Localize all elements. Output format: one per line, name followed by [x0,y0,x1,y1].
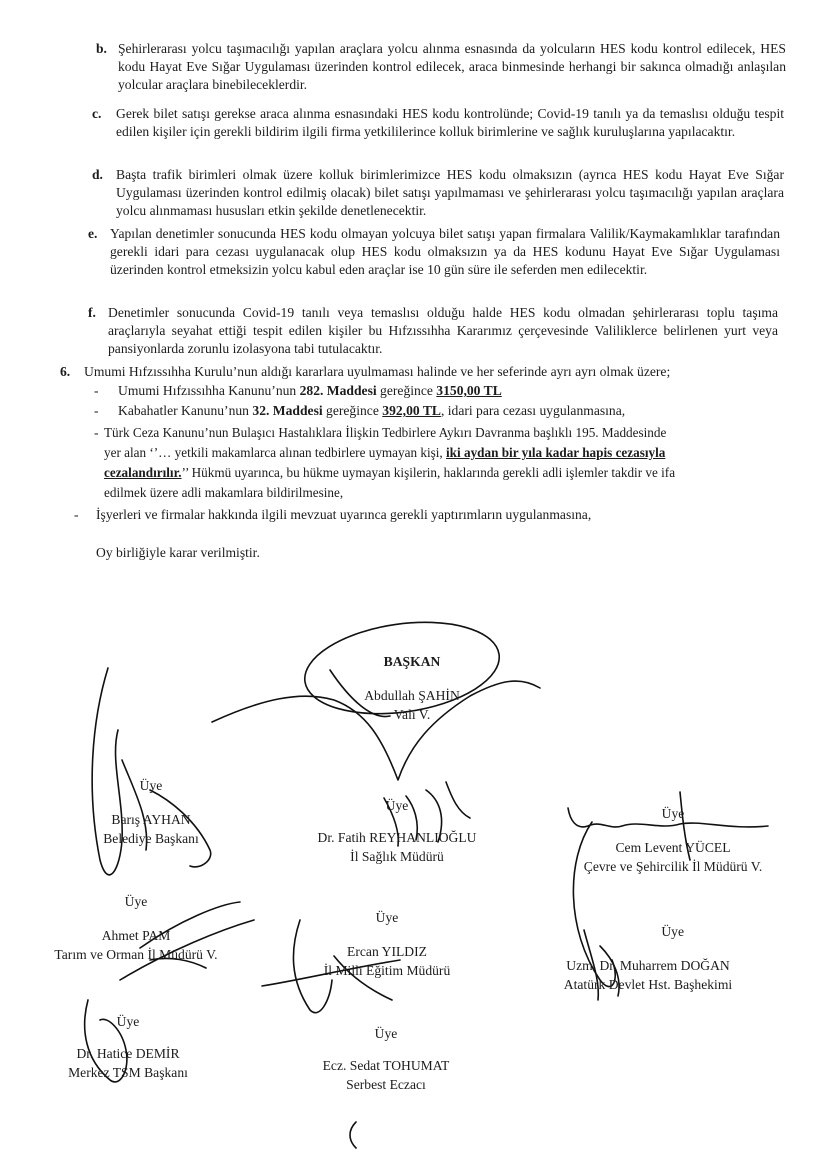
member-name: Dr. Hatice DEMİR [76,1045,180,1061]
tck-line-2: yer alan ‘’… yetkili makamlarca alınan tedbirlere uymayan kişi, iki aydan bir yıla kadar hapis cezasıyla [104,445,666,460]
item-e-text: Yapılan denetimler sonucunda HES kodu olmayan yolcuya bilet satışı yapan firmalara Valilik/Kaymakamlıklar tarafından gerekli idari para cezası uygulanacak olup HES kodu olmaksızın ya da HES kodunu Hayat Eve Sığar Uygulaması üzerinden kontrol etmeksizin yolcu kabul eden araçlar ise 10 gün süre ile seferden men edilecektir. [110,226,780,277]
member-label: Üye [385,798,409,813]
item-d-text: Başta trafik birimleri olmak üzere kolluk birimlerimizce HES kodu olmaksızın (ayrıca HES kodu Hayat Eve Sığar Uygulaması üzerinden kontrol edilmiş olacak) bilet satışı yapılmaması ve şehirlerarası yolcu taşımacılığı yapılan araçlara yolcu alınmaması hususları etkin şekilde denetlenecektir. [116,167,784,218]
signatory-baskan [312,652,512,725]
member-label: Üye [375,910,399,925]
member-name: Cem Levent YÜCEL [615,839,731,855]
bullet-dash: - [74,507,79,522]
item-label-d: d. [92,167,103,182]
member-name: Ecz. Sedat TOHUMAT [322,1057,450,1073]
baskan-title: BAŞKAN [383,654,441,669]
member-role: Çevre ve Şehircilik İl Müdürü V. [583,859,763,875]
signatory-sedat [296,1024,476,1095]
item-label-c: c. [92,106,102,121]
sanction-282: Umumi Hıfzıssıhha Kanunu’nun 282. Maddesi gereğince 3150,00 TL [118,383,502,398]
member-name: Ahmet PAM [101,927,171,943]
item-c-text: Gerek bilet satışı gerekse araca alınma esnasındaki HES kodu kontrolünde; Covid-19 tanılı ya da temaslısı olduğu tespit edilen kişiler için gerekli bildirim ilgili firma yetkililerince kolluk birimlerine ve sağlık kuruluşlarına yapılacaktır. [116,106,784,139]
member-role: Belediye Başkanı [103,831,199,847]
baskan-name: Abdullah ŞAHİN [364,687,460,703]
member-name: Uzm. Dr. Muharrem DOĞAN [566,957,730,973]
tck-line-4: edilmek üzere adli makamlara bildirilmesine, [104,485,344,500]
item-b-text: Şehirlerarası yolcu taşımacılığı yapılan araçlara yolcu alınma esnasında da yolcuların HES kodu kontrol edilecek, HES kodu Hayat Eve Sığar Uygulaması üzerinden kontrol edilecek, araca binmesinde herhangi bir sakınca olmadığı anlaşılan yolcular araçlara binebileceklerdir. [118,41,786,92]
signatory-muharrem [548,922,748,995]
bullet-dash: - [94,383,99,398]
signatory-cem [548,804,798,877]
workplaces-sanction: İşyerleri ve firmalar hakkında ilgili mevzuat uyarınca gerekli yaptırımların uygulanmasına, [96,507,592,522]
sanction-32: Kabahatler Kanunu’nun 32. Maddesi gereğince 392,00 TL, idari para cezası uygulanmasına, [118,403,626,418]
sedat-signature [350,1122,356,1148]
member-name: Dr. Fatih REYHANLIOĞLU [317,829,477,845]
member-label: Üye [139,778,163,793]
baskan-role: Vali V. [393,707,431,723]
member-role: Tarım ve Orman İl Müdürü V. [54,947,218,963]
tck-line-1: Türk Ceza Kanunu’nun Bulaşıcı Hastalıklara İlişkin Tedbirlere Aykırı Davranma başlıklı 195. Maddesinde [104,425,667,440]
member-role: Merkez TSM Başkanı [68,1065,188,1081]
signatory-ahmet [36,892,236,965]
member-role: Serbest Eczacı [346,1077,426,1093]
bullet-dash: - [94,425,99,440]
member-label: Üye [661,806,685,821]
member-name: Barış AYHAN [111,811,191,827]
signatory-fatih [282,796,512,867]
section-6-intro: Umumi Hıfzıssıhha Kurulu’nun aldığı kararlara uyulmaması halinde ve her seferinde ayrı ayrı olmak üzere; [84,364,671,379]
item-f-text: Denetimler sonucunda Covid-19 tanılı veya temaslısı olduğu halde HES kodu olmadan şehirlerarası toplu taşıma araçlarıyla seyahat ettiği tespit edilen kişiler bu Hıfzıssıhha Kararımız çerçevesinde Valiliklerce belirlenen yurt veya pansiyonlarda zorunlu izolasyona tabi tutulacaktır. [108,305,778,356]
member-label: Üye [124,894,148,909]
section-6-number: 6. [60,364,71,379]
closing-statement: Oy birliğiyle karar verilmiştir. [96,545,260,560]
item-label-f: f. [88,305,96,320]
member-role: İl Sağlık Müdürü [350,849,444,865]
tck-line-3: cezalandırılır.’’ Hükmü uyarınca, bu hükme uymayan kişilerin, haklarında gerekli adli işlemler takdir ve ifa [104,465,676,480]
signatory-ercan [292,908,482,981]
member-role: Atatürk Devlet Hst. Başhekimi [563,977,733,993]
member-label: Üye [116,1014,140,1029]
item-label-b: b. [96,41,107,56]
member-label: Üye [374,1026,398,1041]
member-role: İl Milli Eğitim Müdürü [323,963,451,979]
signatory-baris [66,776,236,849]
bullet-dash: - [94,403,99,418]
signatory-hatice [48,1012,208,1083]
member-name: Ercan YILDIZ [347,943,427,959]
member-label: Üye [661,924,684,939]
item-label-e: e. [88,226,98,241]
